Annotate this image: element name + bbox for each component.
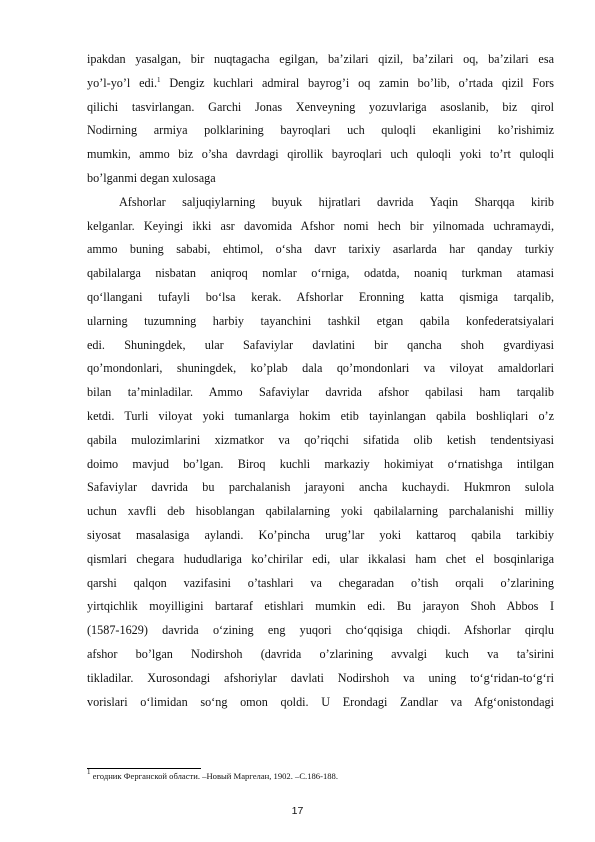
footnote-text: егодник Ферганской области. –Новый Маргелан, 1902. –С.186-188.: [90, 771, 338, 781]
text-line: qilichi tasvirlangan. Garchi Jonas Xenveyning yozuvlariga asoslanib, biz qirol: [87, 99, 554, 114]
footnote-reference[interactable]: 1: [157, 75, 161, 84]
text-line: yirtqichlik moyilligini bartaraf etishlari mumkin edi. Bu jarayon Shoh Abbos I: [87, 599, 554, 614]
footnote: [87, 770, 554, 782]
text-line: Safaviylar davrida bu parchalanish jarayoni ancha kuchaydi. Hukmron sulola: [87, 480, 554, 495]
text-line: mumkin, ammo biz o’sha davrdagi qirollik bayroqlari uch quloqli yoki to’rt quloqli: [87, 147, 554, 162]
text-line: qarshi qalqon vazifasini o’tashlari va chegaradan o’tish orqali o’zlarining: [87, 575, 554, 590]
paragraph-start-line: Afshorlar saljuqiylarning buyuk hijratlari davrida Yaqin Sharqqa kirib: [119, 194, 554, 209]
text-line: ketdi. Turli viloyat yoki tumanlarga hokim etib tayinlangan qabila boshliqlari o’z: [87, 408, 554, 423]
footnote-marker: 1: [87, 768, 91, 776]
footnote-divider: [87, 768, 201, 769]
text-line: ipakdan yasalgan, bir nuqtagacha egilgan, ba’zilari qizil, ba’zilari oq, ba’zilari esa: [87, 52, 554, 66]
text-line: qo‘llangani tufayli bo‘lsa kerak. Afshorlar Eronning katta qismiga tarqalib,: [87, 289, 554, 304]
text-line: bo’lganmi degan xulosaga: [87, 170, 216, 185]
text-line: ammo buning sababi, ehtimol, o‘sha davr tarixiy asarlarda har qanday turkiy: [87, 242, 554, 257]
text-line: siyosat masalasiga aylandi. Ko’pincha urug’lar yoki kattaroq qabila tarkibiy: [87, 527, 554, 542]
text-line: qabila mulozimlarini xizmatkor va qo’riqchi sifatida olib ketish tendentsiyasi: [87, 432, 554, 447]
text-segment: yo’l-yo’l edi.: [87, 75, 158, 90]
text-line: qismlari chegara hududlariga ko’chirilar edi, ular ikkalasi ham chet el bosqinlariga: [87, 551, 554, 566]
text-line: doimo mavjud bo’lgan. Biroq kuchli markaziy hokimiyat o‘rnatishga intilgan: [87, 456, 554, 471]
text-line: qabilalarga nisbatan aniqroq nomlar o‘rniga, odatda, noaniq turkman atamasi: [87, 266, 554, 281]
text-line: afshor bo’lgan Nodirshoh (davrida o’zlarining avvalgi kuch va ta’sirini: [87, 646, 554, 661]
text-line: ularning tuzumning harbiy tayanchini tashkil etgan qabila konfederatsiyalari: [87, 313, 554, 328]
page-number: 17: [291, 805, 304, 817]
text-line: edi. Shuningdek, ular Safaviylar davlatini bir qancha shoh gvardiyasi: [87, 337, 554, 352]
text-line: Nodirning armiya polklarining bayroqlari uch quloqli ekanligini ko’rishimiz: [87, 123, 554, 138]
body-text: [87, 48, 554, 714]
text-segment: Dengiz kuchlari admiral bayrog’i oq zamin bo’lib, o’rtada qizil Fors: [160, 75, 554, 90]
text-line: kelganlar. Keyingi ikki asr davomida Afshor nomi hech bir yilnomada uchramaydi,: [87, 218, 554, 233]
text-line: bilan ta’minladilar. Ammo Safaviylar davrida afshor qabilasi ham tarqalib: [87, 385, 554, 400]
text-line-with-footnote-ref: [87, 72, 554, 96]
text-line: vorislari o‘limidan so‘ng omon qoldi. U Erondagi Zandlar va Afg‘onistondagi: [87, 694, 554, 709]
text-line: tikladilar. Xurosondagi afshoriylar davlati Nodirshoh va uning to‘g‘ridan-to‘g‘ri: [87, 670, 554, 685]
text-line: (1587-1629) davrida o‘zining eng yuqori cho‘qqisiga chiqdi. Afshorlar qirqlu: [87, 623, 554, 638]
text-line: qo’mondonlari, shuningdek, ko’plab dala qo’mondonlari va viloyat amaldorlari: [87, 361, 554, 376]
text-line: uchun xavfli deb hisoblangan qabilalarning yoki qabilalarning parchalanishi milliy: [87, 504, 554, 519]
